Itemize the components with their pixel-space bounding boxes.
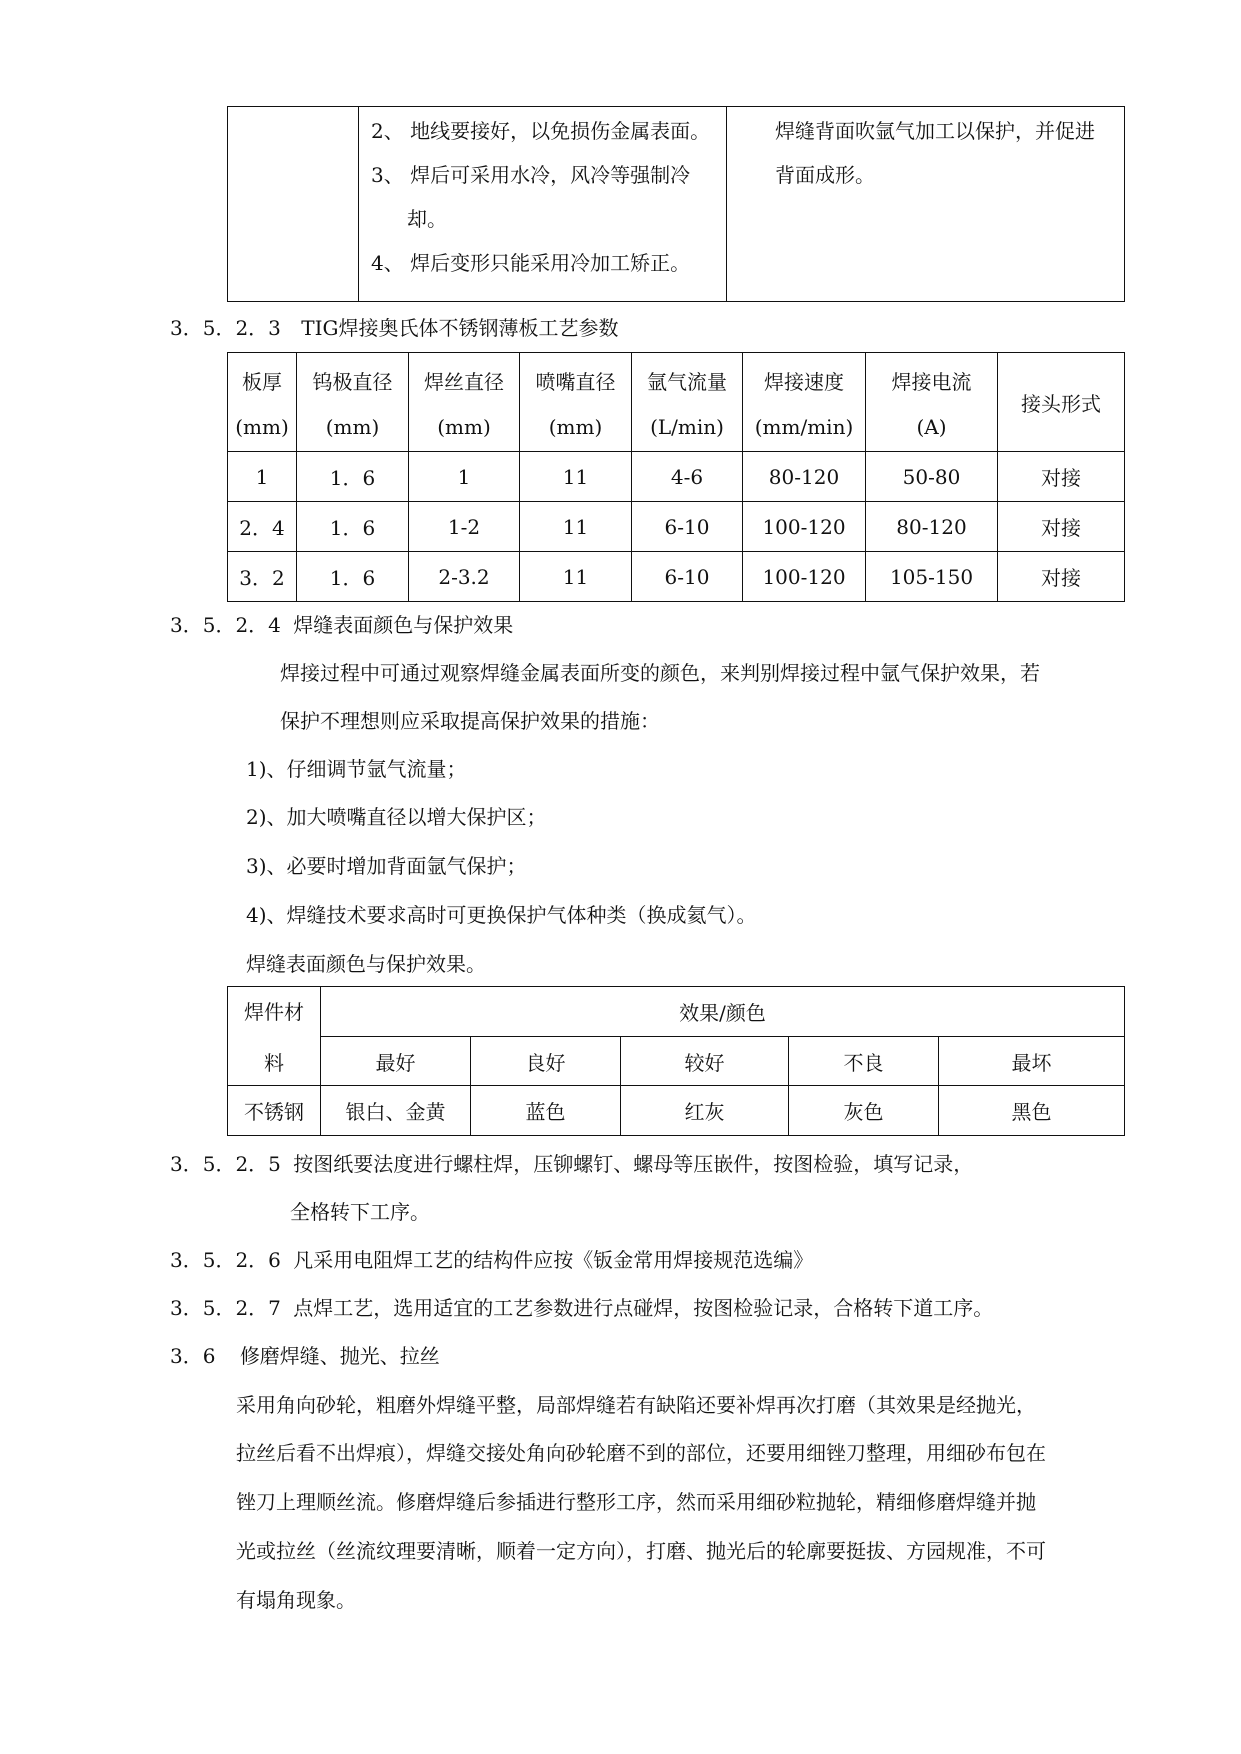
req-line: 4、 焊后变形只能采用冷加工矫正。 bbox=[371, 251, 691, 275]
color-effect-table bbox=[227, 986, 1125, 1136]
paragraph-line: 采用角向砂轮，粗磨外焊缝平整，局部焊缝若有缺陷还要补焊再次打磨（其效果是经抛光， bbox=[236, 1393, 1036, 1417]
section-number: 3．5．2．5 bbox=[170, 1152, 281, 1176]
cell: 6-10 bbox=[632, 552, 743, 602]
cell: 80-120 bbox=[743, 452, 866, 502]
table-row bbox=[228, 552, 1125, 602]
cell: 1 bbox=[409, 452, 520, 502]
requirements-cell bbox=[359, 107, 727, 302]
section-36-heading bbox=[170, 1342, 440, 1370]
cell: 2．4 bbox=[228, 502, 297, 552]
top-continuation-table bbox=[227, 106, 1125, 302]
material-cell: 不锈钢 bbox=[228, 1086, 321, 1136]
cell: 6-10 bbox=[632, 502, 743, 552]
note-line: 焊缝背面吹氩气加工以保护，并促进 bbox=[775, 119, 1095, 143]
level-good: 良好 bbox=[471, 1037, 621, 1086]
section-3525 bbox=[170, 1150, 973, 1178]
header-joint: 接头形式 bbox=[998, 353, 1125, 452]
cell: 1 bbox=[228, 452, 297, 502]
level-fair: 较好 bbox=[621, 1037, 789, 1086]
cell: 11 bbox=[520, 502, 632, 552]
list-item: 2)、加大喷嘴直径以增大保护区； bbox=[246, 805, 547, 829]
section-3523-heading bbox=[170, 314, 618, 342]
list-item: 3)、必要时增加背面氩气保护； bbox=[246, 854, 527, 878]
section-title: 修磨焊缝、抛光、拉丝 bbox=[239, 1344, 440, 1368]
cell: 2-3.2 bbox=[409, 552, 520, 602]
list-item: 1)、仔细调节氩气流量； bbox=[246, 757, 467, 781]
header-tungsten: 钨极直径 (mm) bbox=[297, 353, 409, 452]
param-header-row bbox=[228, 353, 1125, 452]
cell: 对接 bbox=[998, 502, 1125, 552]
req-line: 3、 焊后可采用水冷，风冷等强制冷 bbox=[371, 163, 691, 187]
param-table bbox=[227, 352, 1125, 602]
cell: 对接 bbox=[998, 552, 1125, 602]
header-thickness: 板厚 (mm) bbox=[228, 353, 297, 452]
cell: 红灰 bbox=[621, 1086, 789, 1136]
cell: 4-6 bbox=[632, 452, 743, 502]
header-argon: 氩气流量 (L/min) bbox=[632, 353, 743, 452]
section-number: 3．5．2．6 bbox=[170, 1248, 281, 1272]
header-speed: 焊接速度 (mm/min) bbox=[743, 353, 866, 452]
req-line: 2、 地线要接好，以免损伤金属表面。 bbox=[371, 119, 711, 143]
empty-cell bbox=[228, 107, 359, 302]
cell: 50-80 bbox=[866, 452, 998, 502]
paragraph: 保护不理想则应采取提高保护效果的措施： bbox=[280, 709, 660, 733]
header-current: 焊接电流 (A) bbox=[866, 353, 998, 452]
cell: 灰色 bbox=[789, 1086, 939, 1136]
paragraph-line: 锉刀上理顺丝流。修磨焊缝后参插进行整形工序，然而采用细砂粒抛轮，精细修磨焊缝并抛 bbox=[236, 1490, 1036, 1514]
levels-row bbox=[228, 1037, 1125, 1086]
cell: 100-120 bbox=[743, 502, 866, 552]
table-row bbox=[228, 502, 1125, 552]
cell: 1．6 bbox=[297, 502, 409, 552]
section-title: TIG焊接奥氏体不锈钢薄板工艺参数 bbox=[301, 316, 619, 340]
cell: 1．6 bbox=[297, 452, 409, 502]
cell: 对接 bbox=[998, 452, 1125, 502]
cell: 11 bbox=[520, 452, 632, 502]
paragraph-line: 拉丝后看不出焊痕），焊缝交接处角向砂轮磨不到的部位，还要用细锉刀整理，用细砂布包在 bbox=[236, 1441, 1046, 1465]
section-number: 3．5．2．4 bbox=[170, 613, 281, 637]
section-3526 bbox=[170, 1246, 813, 1274]
level-worst: 最坏 bbox=[939, 1037, 1125, 1086]
note-cell bbox=[727, 107, 1125, 302]
section-text: 凡采用电阻焊工艺的结构件应按《钣金常用焊接规范选编》 bbox=[293, 1248, 814, 1272]
section-3527 bbox=[170, 1294, 993, 1322]
list-item: 4)、焊缝技术要求高时可更换保护气体种类（换成氦气）。 bbox=[246, 903, 757, 927]
cell: 3．2 bbox=[228, 552, 297, 602]
cell: 1．6 bbox=[297, 552, 409, 602]
header-nozzle: 喷嘴直径 (mm) bbox=[520, 353, 632, 452]
section-number: 3．5．2．3 bbox=[170, 316, 281, 340]
section-text: 按图纸要法度进行螺柱焊，压铆螺钉、螺母等压嵌件，按图检验，填写记录， bbox=[293, 1152, 974, 1176]
level-poor: 不良 bbox=[789, 1037, 939, 1086]
table-row bbox=[228, 1086, 1125, 1136]
cell: 黑色 bbox=[939, 1086, 1125, 1136]
section-text: 点焊工艺，选用适宜的工艺参数进行点碰焊，按图检验记录，合格转下道工序。 bbox=[293, 1296, 994, 1320]
section-number: 3．5．2．7 bbox=[170, 1296, 281, 1320]
cell: 1-2 bbox=[409, 502, 520, 552]
section-3524-heading bbox=[170, 611, 513, 639]
section-3525-line2: 全格转下工序。 bbox=[290, 1200, 430, 1224]
req-line: 却。 bbox=[407, 207, 447, 231]
paragraph-line: 光或拉丝（丝流纹理要清晰，顺着一定方向），打磨、抛光后的轮廓要挺拔、方园规准，不可 bbox=[236, 1539, 1046, 1563]
table-row bbox=[228, 452, 1125, 502]
material-header: 焊件材 料 bbox=[228, 987, 321, 1086]
effect-header: 效果/颜色 bbox=[321, 987, 1125, 1037]
header-wire: 焊丝直径 (mm) bbox=[409, 353, 520, 452]
paragraph: 焊接过程中可通过观察焊缝金属表面所变的颜色，来判别焊接过程中氩气保护效果，若 bbox=[280, 661, 1040, 685]
table-caption: 焊缝表面颜色与保护效果。 bbox=[246, 952, 486, 976]
cell: 105-150 bbox=[866, 552, 998, 602]
section-title: 焊缝表面颜色与保护效果 bbox=[293, 613, 514, 637]
cell: 100-120 bbox=[743, 552, 866, 602]
cell: 80-120 bbox=[866, 502, 998, 552]
cell: 蓝色 bbox=[471, 1086, 621, 1136]
cell: 11 bbox=[520, 552, 632, 602]
note-line: 背面成形。 bbox=[775, 163, 875, 187]
paragraph-line: 有塌角现象。 bbox=[236, 1588, 356, 1612]
cell: 银白、金黄 bbox=[321, 1086, 471, 1136]
section-number: 3．6 bbox=[170, 1344, 216, 1368]
level-best: 最好 bbox=[321, 1037, 471, 1086]
